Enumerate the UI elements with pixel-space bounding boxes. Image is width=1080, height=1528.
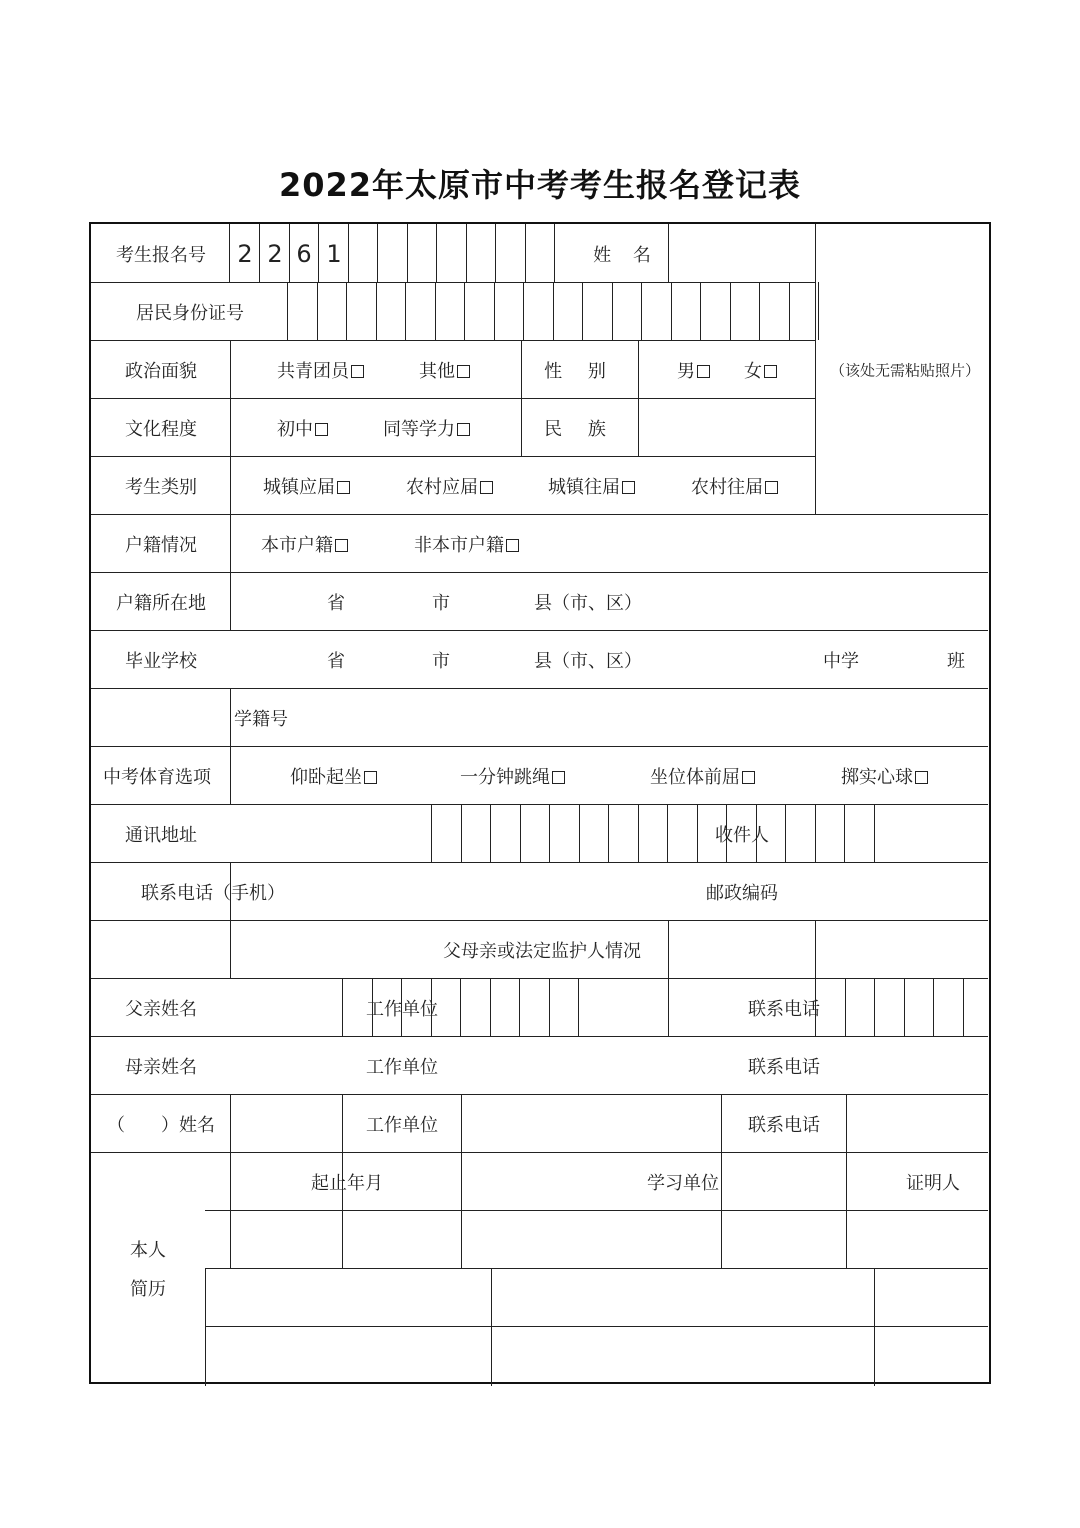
grid-line-horizontal [91,746,988,747]
grid-line-vertical [287,282,288,340]
checkbox[interactable] [915,771,928,784]
grid-line-vertical [461,1094,462,1268]
guardian-work-label: 工作单位 [366,1115,438,1136]
grid-line-vertical [608,804,609,862]
grid-line-horizontal [91,630,988,631]
resume-col-unit: 学习单位 [647,1173,719,1194]
option-rural-current[interactable]: 农村应届 [406,473,493,499]
province-suffix: 省 [327,593,345,614]
option-league-member[interactable]: 共青团员 [277,357,364,383]
option-nonlocal-hukou[interactable]: 非本市户籍 [414,531,519,557]
candidate-type-label: 考生类别 [125,477,197,498]
grid-line-vertical [549,978,550,1036]
pe-option-label: 中考体育选项 [103,767,211,788]
county-suffix: 县（市、区） [534,593,642,614]
student-number-label: 学籍号 [234,709,288,730]
mother-name-label: 母亲姓名 [125,1057,197,1078]
grid-line-vertical [578,978,579,1036]
grid-line-vertical [405,282,406,340]
grid-line-vertical [525,224,526,282]
grid-line-vertical [318,224,319,282]
checkbox[interactable] [765,481,778,494]
option-other[interactable]: 其他 [419,357,470,383]
grid-line-vertical [229,224,230,282]
grid-line-vertical [460,978,461,1036]
checkbox[interactable] [622,481,635,494]
grid-line-vertical [495,224,496,282]
grid-line-horizontal [91,804,988,805]
guardian-phone-label: 联系电话 [748,1115,820,1136]
grid-line-vertical [230,340,231,630]
form-title: 2022年太原市中考考生报名登记表 [278,166,802,204]
grid-line-vertical [818,282,819,340]
resume-label-line2: 简历 [130,1279,166,1300]
recipient-label: 收件人 [715,825,769,846]
checkbox[interactable] [552,771,565,784]
grid-line-vertical [874,978,875,1036]
checkbox[interactable] [335,539,348,552]
grid-line-vertical [641,282,642,340]
school-suffix: 中学 [823,651,859,672]
grid-line-vertical [846,1094,847,1268]
grid-line-vertical [904,978,905,1036]
reg-digit-1: 2 [237,240,253,268]
grid-line-vertical [348,224,349,282]
grid-line-vertical [520,804,521,862]
county-suffix: 县（市、区） [534,651,642,672]
grid-line-vertical [697,804,698,862]
grid-line-vertical [815,804,816,862]
grid-line-vertical [461,804,462,862]
grid-line-vertical [494,282,495,340]
checkbox[interactable] [457,423,470,436]
option-medicine-ball[interactable]: 掷实心球 [841,763,928,789]
grid-line-vertical [759,282,760,340]
reg-digit-3: 6 [296,240,312,268]
grid-line-vertical [490,978,491,1036]
grid-line-horizontal [91,1036,988,1037]
grid-line-vertical [491,1268,492,1386]
grid-line-horizontal [205,1326,988,1327]
grid-line-horizontal [91,1152,988,1153]
checkbox[interactable] [697,365,710,378]
political-status-label: 政治面貌 [125,361,197,382]
grid-line-vertical [521,340,522,456]
option-urban-previous[interactable]: 城镇往届 [548,473,635,499]
grid-line-vertical [490,804,491,862]
option-situps[interactable]: 仰卧起坐 [290,763,377,789]
option-junior-high[interactable]: 初中 [277,415,328,441]
grid-line-vertical [963,978,964,1036]
grid-line-vertical [317,282,318,340]
mobile-label: 联系电话（手机） [141,883,285,904]
grid-line-vertical [346,282,347,340]
registration-form [89,222,991,1384]
option-rural-previous[interactable]: 农村往届 [691,473,778,499]
grid-line-vertical [668,920,669,978]
grid-line-horizontal [91,572,988,573]
grid-line-vertical [431,804,432,862]
resume-col-witness: 证明人 [906,1173,960,1194]
option-equivalent[interactable]: 同等学力 [383,415,470,441]
grid-line-horizontal [91,1094,988,1095]
father-phone-label: 联系电话 [748,999,820,1020]
grid-line-horizontal [91,398,815,399]
checkbox[interactable] [457,365,470,378]
grid-line-vertical [549,804,550,862]
mother-phone-label: 联系电话 [748,1057,820,1078]
grid-line-vertical [259,224,260,282]
checkbox[interactable] [764,365,777,378]
gender-label: 性 别 [544,361,616,382]
grid-line-vertical [612,282,613,340]
grid-line-vertical [933,978,934,1036]
grid-line-horizontal [91,456,815,457]
grid-line-vertical [435,282,436,340]
province-suffix: 省 [327,651,345,672]
grid-line-vertical [844,804,845,862]
education-label: 文化程度 [125,419,197,440]
grid-line-horizontal [91,514,988,515]
city-suffix: 市 [432,593,450,614]
grid-line-vertical [721,1094,722,1268]
option-female[interactable]: 女 [744,357,777,383]
photo-note: （该处无需粘贴照片） [829,361,981,380]
grid-line-vertical [376,282,377,340]
grid-line-vertical [815,920,816,978]
postcode-label: 邮政编码 [706,883,778,904]
option-male[interactable]: 男 [677,357,710,383]
grid-line-horizontal [91,862,988,863]
grid-line-vertical [205,1268,206,1386]
grid-line-horizontal [205,1268,988,1269]
checkbox[interactable] [742,771,755,784]
grid-line-vertical [230,1094,231,1268]
reg-number-label: 考生报名号 [116,245,206,266]
grid-line-horizontal [91,340,815,341]
reg-digit-4: 1 [326,240,342,268]
option-jump-rope[interactable]: 一分钟跳绳 [460,763,565,789]
checkbox[interactable] [480,481,493,494]
checkbox[interactable] [351,365,364,378]
grid-line-vertical [785,804,786,862]
checkbox[interactable] [315,423,328,436]
resume-col-period: 起止年月 [311,1173,383,1194]
mother-work-label: 工作单位 [366,1057,438,1078]
ethnicity-label: 民 族 [544,419,616,440]
grid-line-vertical [668,978,669,1036]
grid-line-vertical [464,282,465,340]
grid-line-vertical [667,804,668,862]
checkbox[interactable] [364,771,377,784]
grid-line-vertical [230,688,231,804]
grid-line-horizontal [91,282,815,283]
option-urban-current[interactable]: 城镇应届 [263,473,350,499]
option-sit-and-reach[interactable]: 坐位体前屈 [650,763,755,789]
grid-line-vertical [789,282,790,340]
name-label: 姓 名 [593,245,659,266]
id-number-label: 居民身份证号 [136,303,244,324]
grid-line-vertical [523,282,524,340]
household-label: 户籍情况 [125,535,197,556]
grid-line-vertical [553,282,554,340]
grid-line-vertical [519,978,520,1036]
grid-line-vertical [638,340,639,456]
grid-line-horizontal [91,920,988,921]
hukou-location-label: 户籍所在地 [116,593,206,614]
guardian-name-label: （ ）姓名 [107,1115,215,1136]
grid-line-vertical [874,1268,875,1386]
father-name-label: 父亲姓名 [125,999,197,1020]
city-suffix: 市 [432,651,450,672]
grid-line-vertical [582,282,583,340]
father-work-label: 工作单位 [366,999,438,1020]
grid-line-vertical [579,804,580,862]
guardian-section-heading: 父母亲或法定监护人情况 [443,941,641,962]
grid-line-vertical [554,224,555,282]
reg-digit-2: 2 [267,240,283,268]
grid-line-horizontal [91,978,988,979]
grid-line-vertical [289,224,290,282]
class-suffix: 班 [947,651,965,672]
checkbox[interactable] [337,481,350,494]
grid-line-horizontal [205,1210,988,1211]
grid-line-vertical [815,224,816,514]
resume-label-line1: 本人 [130,1240,166,1261]
grid-line-vertical [671,282,672,340]
address-label: 通讯地址 [125,825,197,846]
grid-line-vertical [845,978,846,1036]
grid-line-vertical [407,224,408,282]
grid-line-vertical [700,282,701,340]
grid-line-vertical [668,224,669,282]
grid-line-vertical [230,920,231,978]
grid-line-vertical [377,224,378,282]
grid-line-vertical [436,224,437,282]
checkbox[interactable] [506,539,519,552]
grid-line-vertical [342,978,343,1036]
grid-line-vertical [638,804,639,862]
grid-line-horizontal [91,688,988,689]
grid-line-vertical [730,282,731,340]
option-local-hukou[interactable]: 本市户籍 [261,531,348,557]
graduated-school-label: 毕业学校 [125,651,197,672]
grid-line-vertical [466,224,467,282]
grid-line-vertical [874,804,875,862]
